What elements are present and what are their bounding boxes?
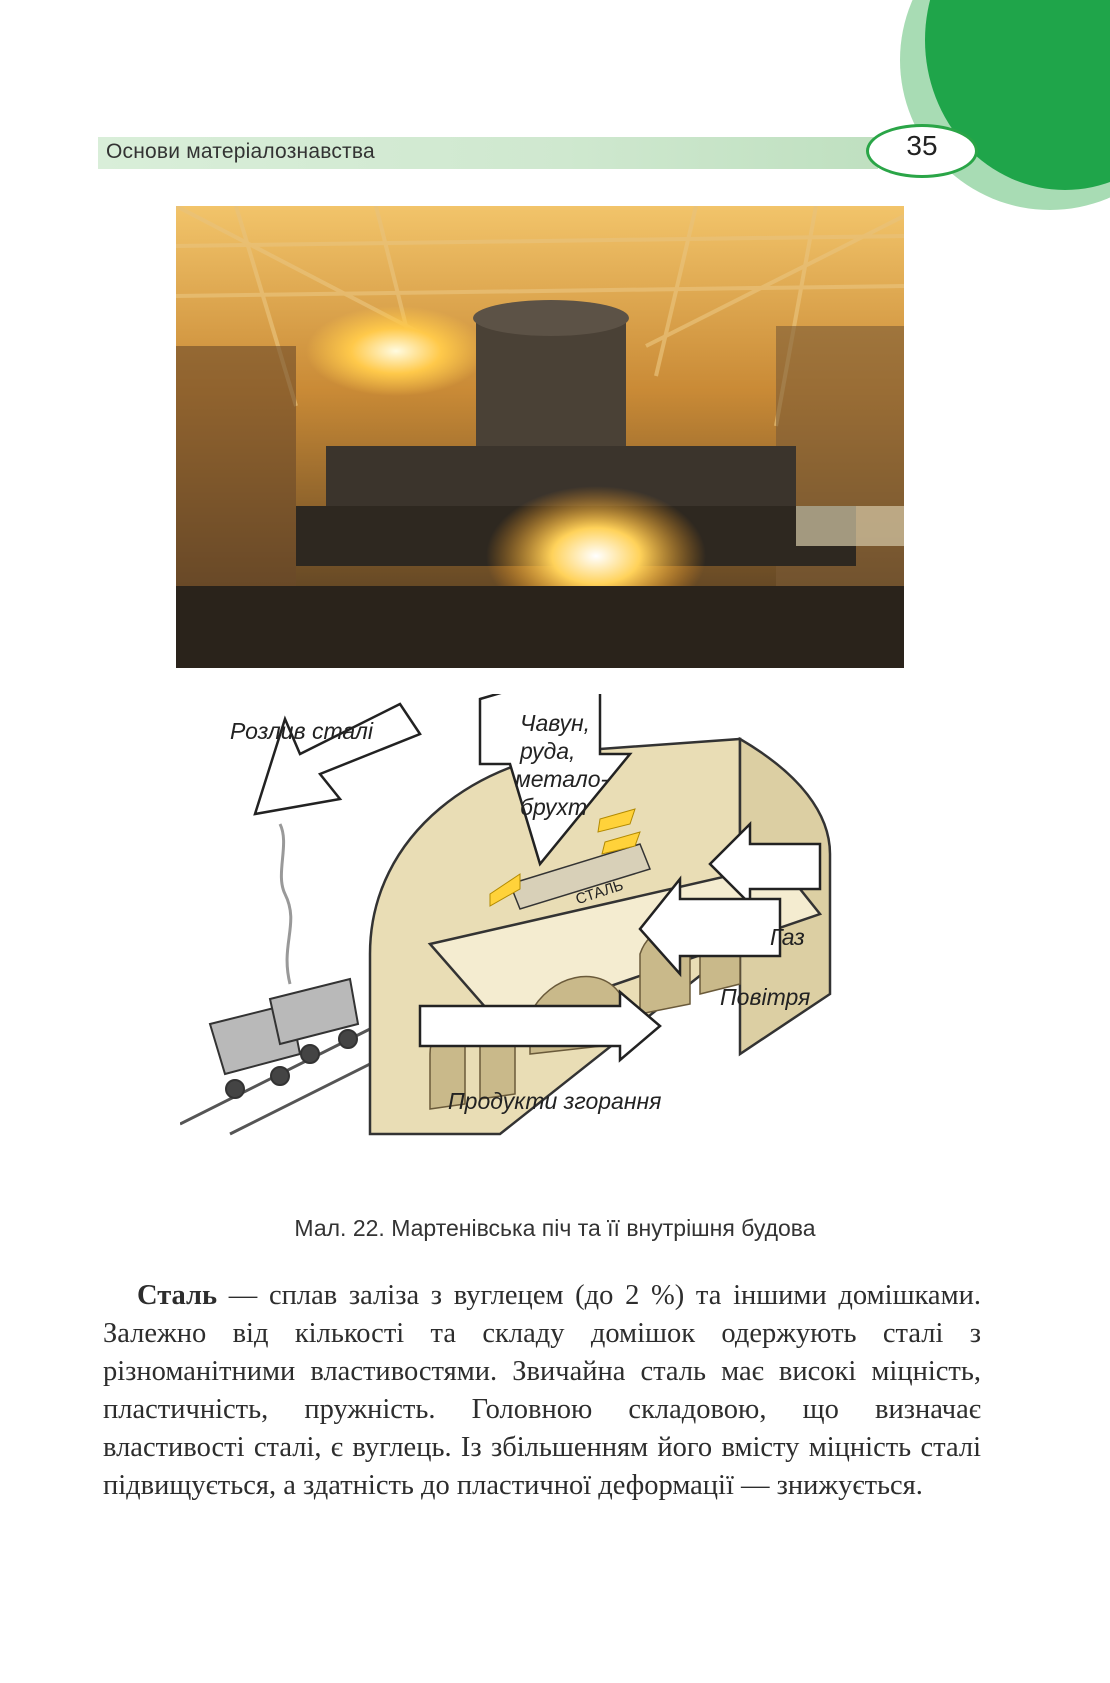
furnace-photo [176,206,904,668]
term-steel: Сталь [137,1280,218,1311]
label-inputs-2: руда, [520,738,576,764]
label-combustion-products: Продукти згорання [448,1088,662,1114]
label-gas: Газ [770,924,805,950]
label-steel-pouring: Розлив сталі [230,718,373,744]
label-inputs-4: брухт [520,794,588,820]
section-title: Основи матеріалознавства [106,140,375,163]
paragraph-text: — сплав заліза з вуглецем (до 2 %) та іншими домішками. Залежно від кількості та складу домішок одержують сталі з різноманітними властивостями. Звичайна сталь має високі міцність, пластичність, пружність. Головною складовою, що визначає властивості сталі, є вуглець. Із збільшенням його вмісту міцність сталі підвищується, а здатність до пластичної деформації — знижується. [103,1280,981,1501]
page-number: 35 [906,130,938,161]
furnace-diagram [180,694,920,1184]
corner-decoration [890,0,1110,230]
label-inputs-1: Чавун, [520,710,591,736]
label-steel: СТАЛЬ [573,876,626,909]
label-inputs-3: метало- [515,766,609,792]
label-air: Повітря [720,984,811,1010]
figure-caption: Мал. 22. Мартенівська піч та її внутрішня будова [294,1215,816,1241]
body-paragraph [103,1277,981,1505]
